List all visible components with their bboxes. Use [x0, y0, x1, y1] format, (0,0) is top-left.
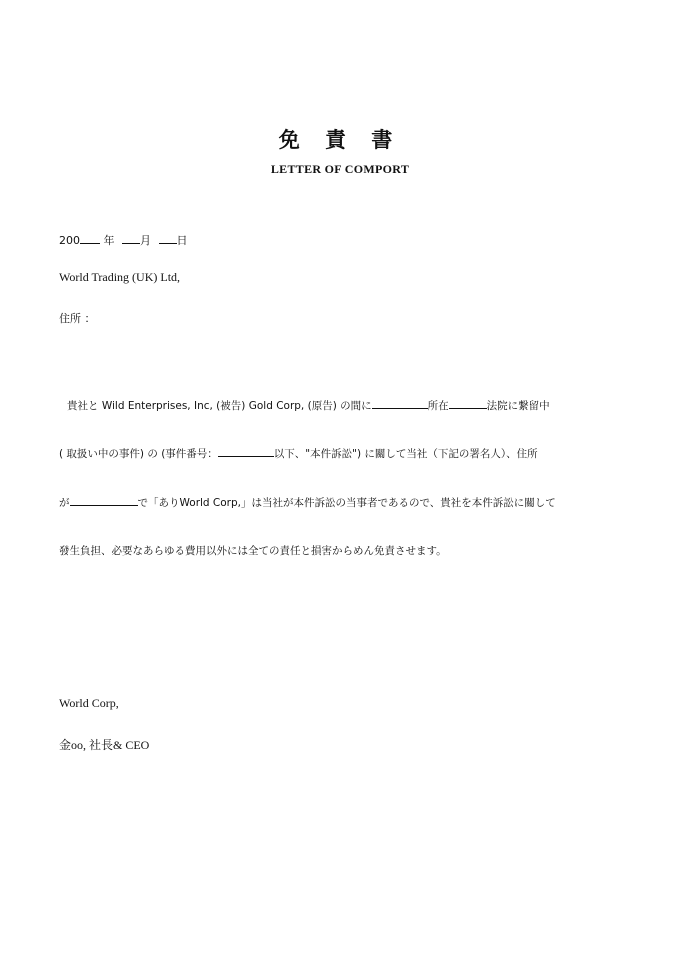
date-year-label: 年 [103, 234, 115, 247]
body-blank-4 [70, 495, 138, 506]
body-line-3 [59, 495, 629, 510]
date-month-label: 月 [140, 234, 151, 247]
body-line-1-a: 貴社と Wild Enterprises, Inc, (被告) Gold Corp, (原告) の間に [67, 400, 372, 412]
date-line [59, 232, 188, 248]
body-line-1-c: 法院に繋留中 [486, 400, 550, 412]
body-line-1 [59, 398, 629, 413]
date-day-label: 日 [176, 234, 188, 247]
body-blank-2 [449, 398, 487, 409]
body-line-2-b: 以下、"本件訴訟") に關して当社（下記の署名人）、住所 [273, 448, 538, 460]
body-line-3-a: が [59, 497, 70, 509]
body-line-2 [59, 446, 629, 461]
date-day-blank [159, 233, 177, 244]
recipient-name: World Trading (UK) Ltd, [59, 270, 181, 284]
body-line-2-a: ( 取扱い中の事件) の (事件番号： [59, 448, 218, 460]
body-blank-1 [372, 398, 428, 409]
signature-signer: 金oo, 社長& CEO [59, 738, 150, 752]
body-line-1-b: 所在 [427, 400, 449, 412]
recipient-address-label: 住所 ： [59, 312, 96, 325]
document-subtitle: LETTER OF COMPORT [270, 162, 410, 176]
date-year-blank [80, 233, 100, 244]
document-title: 免 責 書 [278, 128, 402, 152]
body-blank-3 [218, 446, 274, 457]
body-line-3-b: で「ありWorld Corp,」は当社が本件訴訟の当事者であるので、貴社を本件訴訟に關して [137, 497, 556, 509]
date-month-blank [122, 233, 140, 244]
signature-company: World Corp, [59, 696, 119, 710]
body-line-4: 發生負担、必要なあらゆる費用以外には全ての責任と損害からめん免責させます。 [59, 545, 447, 557]
date-year-prefix: 200 [59, 234, 80, 247]
